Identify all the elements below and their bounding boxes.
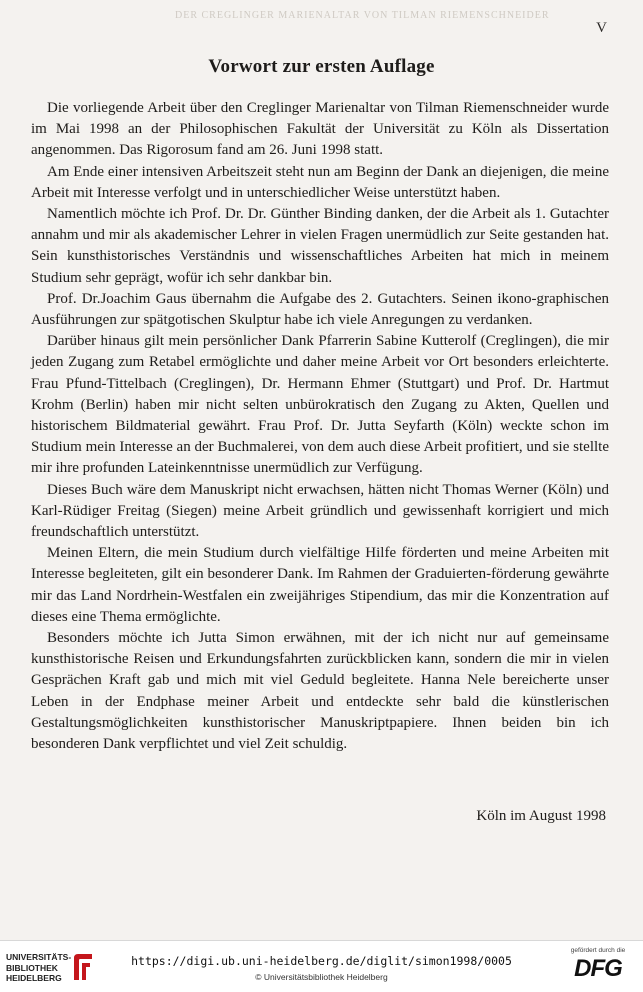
signoff-place-date: Köln im August 1998 xyxy=(476,808,606,824)
library-logo-text: UNIVERSITÄTS- BIBLIOTHEK HEIDELBERG xyxy=(6,952,72,983)
paragraph-proofreaders: Dieses Buch wäre dem Manuskript nicht erwachsen, hätten nicht Thomas Werner (Köln) und Karl-Rüdiger Freitag (Siegen) meine Arbeit gründlich und gewissenhaft korrigiert und mich freundschaftlich unterstützt. xyxy=(31,481,609,541)
paragraph-gaus: Prof. Dr.Joachim Gaus übernahm die Aufgabe des 2. Gutachters. Seinen ikono-graphischen Ausführungen zur spätgotischen Skulptur habe ich viele Anregungen zu verdanken. xyxy=(31,290,609,329)
dfg-sponsor-logo[interactable] xyxy=(567,947,629,983)
paragraph-thanks-intro: Am Ende einer intensiven Arbeitszeit steht nun am Beginn der Dank an diejenigen, die meine Arbeit mit Interesse verfolgt und in unterschiedlicher Weise unterstützt haben. xyxy=(31,163,609,201)
page-title: Vorwort zur ersten Auflage xyxy=(208,56,435,77)
sponsor-caption: gefördert durch die xyxy=(570,947,626,954)
dfg-logo-text: DFG xyxy=(574,955,622,982)
page-number: V xyxy=(596,20,607,36)
paragraph-family: Besonders möchte ich Jutta Simon erwähnen, mit der ich nicht nur auf gemeinsame kunsthistorische Reisen und Erkundungsfahrten zurückblicken kann, sondern die mir in vielen Gesprächen Kraft gab und mich mit viel Geduld begleitete. Hanna Nele bereicherte unser Leben in der Endphase meiner Arbeit und entdeckte sehr bald die künstlerischen Gestaltungsmöglichkeiten kunsthistorischer Manuskriptpapiere. Ihnen beiden bin ich besonderen Dank verpflichtet und viel Zeit schuldig. xyxy=(31,630,609,753)
paragraph-parents: Meinen Eltern, die mein Studium durch vielfältige Hilfe förderten und meine Arbeiten mit Interesse begleiteten, gilt ein besonderer Dank. Im Rahmen der Graduierten-förderung gewährte mir das Land Nordrhein-Westfalen ein zweijähriges Stipendium, das mir die Konzentration auf dieses eine Thema ermöglichte. xyxy=(31,545,609,625)
paragraph-personal-thanks: Darüber hinaus gilt mein persönlicher Dank Pfarrerin Sabine Kutterolf (Creglingen), die mir jeden Zugang zum Retabel ermöglichte und daher meine Arbeit vor Ort besonders erleichterte. Frau Pfund-Tittelbach (Creglingen), Dr. Hermann Ehmer (Stuttgart) und Prof. Dr. Hartmut Krohm (Berlin) haben mir nicht selten unbürokratisch den Zugang zu Akten, Quellen und historischem Bildmaterial gewährt. Frau Prof. Dr. Jutta Seyfarth (Köln) weckte schon im Studium mein Interesse an der Buchmalerei, von dem auch diese Arbeit profitiert, und sie stellte mir ihre profunden Lateinkenntnisse unermüdlich zur Verfügung. xyxy=(31,333,609,477)
preface-body xyxy=(31,98,609,755)
bleed-through-running-header: DER CREGLINGER MARIENALTAR VON TILMAN RIEMENSCHNEIDER xyxy=(175,10,550,21)
paragraph-binding: Namentlich möchte ich Prof. Dr. Dr. Günther Binding danken, der die Arbeit als 1. Gutachter annahm und mir als akademischer Lehrer in vielen Fragen unermüdlich zur Seite gestanden hat. Sein kunsthistorisches Verständnis und wissenschaftliches Arbeiten hat mich in meinem Studium sehr geprägt, wofür ich sehr dankbar bin. xyxy=(31,206,609,286)
viewer-footer xyxy=(0,940,643,992)
permalink-url[interactable]: https://digi.ub.uni-heidelberg.de/diglit/simon1998/0005 xyxy=(131,954,512,968)
paragraph-dissertation: Die vorliegende Arbeit über den Creglinger Marienaltar von Tilman Riemenschneider wurde im Mai 1998 an der Philosophischen Fakultät der Universität zu Köln als Dissertation angenommen. Das Rigorosum fand am 26. Juni 1998 statt. xyxy=(31,100,609,159)
copyright-notice: © Universitätsbibliothek Heidelberg xyxy=(255,972,388,982)
